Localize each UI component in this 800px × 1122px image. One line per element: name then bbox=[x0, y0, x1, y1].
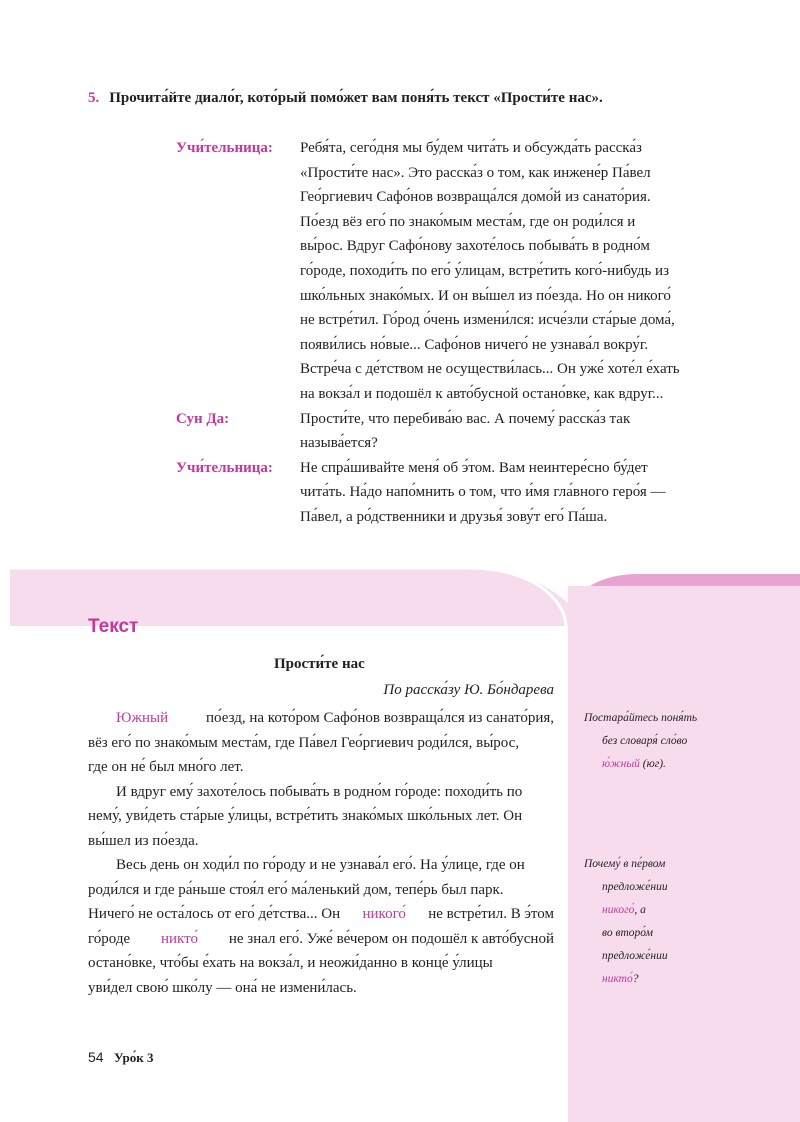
speech-line: чита́ть. На́до напо́мнить о том, что и́мя гла́вного геро́я — bbox=[300, 484, 666, 501]
story-body bbox=[88, 706, 554, 1000]
dialog-turn bbox=[176, 407, 736, 456]
note-line bbox=[584, 899, 784, 922]
highlighted-word: никто́ bbox=[160, 930, 198, 947]
story-line bbox=[88, 706, 554, 731]
story-line bbox=[88, 878, 554, 903]
speech-line: на вокза́л и подошёл к авто́бусной остано́вке, как вдруг... bbox=[300, 385, 664, 402]
story-line bbox=[88, 829, 554, 854]
note-text: ? bbox=[632, 973, 639, 985]
story-line bbox=[88, 853, 554, 878]
section-heading: Текст bbox=[88, 616, 139, 637]
dialog bbox=[176, 136, 736, 530]
lesson-label: Уро́к 3 bbox=[114, 1050, 154, 1065]
note-line: без словаря́ сло́во bbox=[602, 735, 688, 747]
story-line bbox=[88, 780, 554, 805]
exercise-number: 5. bbox=[88, 90, 100, 106]
dialog-turn bbox=[176, 136, 736, 407]
speaker-label: Учи́тельница: bbox=[176, 459, 273, 476]
note-line: Постара́йтесь поня́ть bbox=[584, 712, 698, 724]
story-line bbox=[88, 902, 554, 927]
highlighted-word: Южный bbox=[116, 710, 169, 726]
speech-text bbox=[300, 136, 736, 407]
story-text: нему́, уви́деть ста́рые у́лицы, встре́тить знако́мых шко́льных лет. Он bbox=[88, 808, 523, 824]
story-line bbox=[88, 731, 554, 756]
story-line bbox=[88, 976, 554, 1001]
sidebar-note bbox=[584, 707, 784, 776]
story-line bbox=[88, 951, 554, 976]
paragraph bbox=[88, 853, 554, 1000]
story-text: вы́шел из по́езда. bbox=[88, 832, 199, 849]
speaker-label: Учи́тельница: bbox=[176, 140, 273, 156]
speech-text bbox=[300, 456, 736, 530]
dialog-turn bbox=[176, 456, 736, 530]
note-line bbox=[584, 968, 784, 991]
story-text: Ничего́ не оста́лось от его́ де́тства... Он bbox=[88, 906, 341, 922]
story-text: где он не́ был мно́го лет. bbox=[88, 759, 244, 775]
note-text: (юг). bbox=[642, 758, 666, 770]
speech-line: По́езд вёз его́ по знако́мым места́м, где он роди́лся и bbox=[300, 213, 636, 230]
story-title: Прости́те нас bbox=[274, 656, 365, 672]
speech-line: шко́льных знако́мых. И он вы́шел из по́езда. Но он никого́ bbox=[300, 287, 671, 304]
note-line bbox=[584, 753, 784, 776]
note-line: во второ́м bbox=[602, 927, 653, 939]
story-text: И вдруг ему́ захоте́лось побыва́ть в родно́м го́роде: походи́ть по bbox=[116, 783, 523, 800]
note-text: , а bbox=[634, 904, 646, 916]
story-text: остано́вке, что́бы е́хать на вокза́л, и неожи́данно в конце́ у́лицы bbox=[88, 955, 493, 971]
highlighted-word: никого́ bbox=[362, 906, 406, 922]
story-text: не встре́тил. В э́том bbox=[428, 906, 554, 922]
story-line bbox=[88, 804, 554, 829]
speaker-label: Сун Да: bbox=[176, 410, 230, 427]
note-line: предложе́нии bbox=[602, 881, 668, 893]
speech-line: вы́рос. Вдруг Сафо́нову захоте́лось побыва́ть в родно́м bbox=[300, 238, 650, 255]
story-text: не знал его́. Уже́ ве́чером он подошёл к авто́бусной bbox=[228, 930, 554, 947]
exercise-instruction bbox=[88, 90, 768, 107]
speech-line: Прости́те, что перебива́ю вас. А почему́ расска́з так bbox=[300, 410, 631, 427]
story-line bbox=[88, 927, 554, 952]
note-line: предложе́нии bbox=[602, 950, 668, 962]
story-text: по́езд, на кото́ром Сафо́нов возвраща́лся из санато́рия, bbox=[206, 710, 554, 726]
story-text: уви́дел свою́ шко́лу — она́ не измени́лась. bbox=[88, 979, 357, 996]
speech-line: не встре́тил. Го́род о́чень измени́лся: исче́зли ста́рые дома́, bbox=[300, 312, 675, 329]
speech-line: Ребя́та, сего́дня мы бу́дем чита́ть и обсужда́ть расска́з bbox=[300, 140, 642, 156]
speech-line: го́роде, походи́ть по его́ у́лицам, встре́тить кого́-нибудь из bbox=[300, 262, 670, 279]
paragraph bbox=[88, 706, 554, 780]
highlighted-word: никого́ bbox=[602, 904, 635, 916]
story-text: Весь день он ходи́л по го́роду и не узнава́л его́. На у́лице, где он bbox=[116, 857, 525, 873]
story-author: По расска́зу Ю. Бо́ндарева bbox=[383, 682, 554, 698]
sidebar-note bbox=[584, 853, 784, 991]
speech-line: появи́лись но́вые... Сафо́нов ничего́ не узнава́л вокру́г. bbox=[300, 336, 649, 353]
speech-line: Не спра́шивайте меня́ об э́том. Вам неинтере́сно бу́дет bbox=[300, 459, 648, 476]
story-text: го́роде bbox=[88, 930, 131, 947]
note-line: Почему́ в пе́рвом bbox=[584, 858, 666, 870]
speech-line: Па́вел, а ро́дственники и друзья́ зову́т его́ Па́ша. bbox=[300, 508, 608, 525]
page-number: 54 bbox=[88, 1049, 104, 1065]
exercise-instruction-text: Прочита́йте диало́г, кото́рый помо́жет вам поня́ть текст «Прости́те нас». bbox=[109, 90, 603, 106]
highlighted-word: никто́ bbox=[602, 973, 633, 985]
story-line bbox=[88, 755, 554, 780]
speech-line: Встре́ча с де́тством не осуществи́лась... Он уже́ хоте́л е́хать bbox=[300, 361, 680, 378]
speech-line: называ́ется? bbox=[300, 435, 378, 452]
speech-line: «Прости́те нас». Это расска́з о том, как инжене́р Па́вел bbox=[300, 164, 651, 181]
story-text: роди́лся и где ра́ньше стоя́л его́ ма́ленький дом, тепе́рь был парк. bbox=[88, 881, 504, 898]
highlighted-word: ю́жный bbox=[602, 758, 640, 770]
paragraph bbox=[88, 780, 554, 854]
speech-line: Гео́ргиевич Сафо́нов возвраща́лся домо́й из санато́рия. bbox=[300, 189, 651, 206]
story-text: вёз его́ по знако́мым места́м, где Па́вел Гео́ргиевич роди́лся, вы́рос, bbox=[88, 734, 520, 751]
speech-text bbox=[300, 407, 736, 456]
